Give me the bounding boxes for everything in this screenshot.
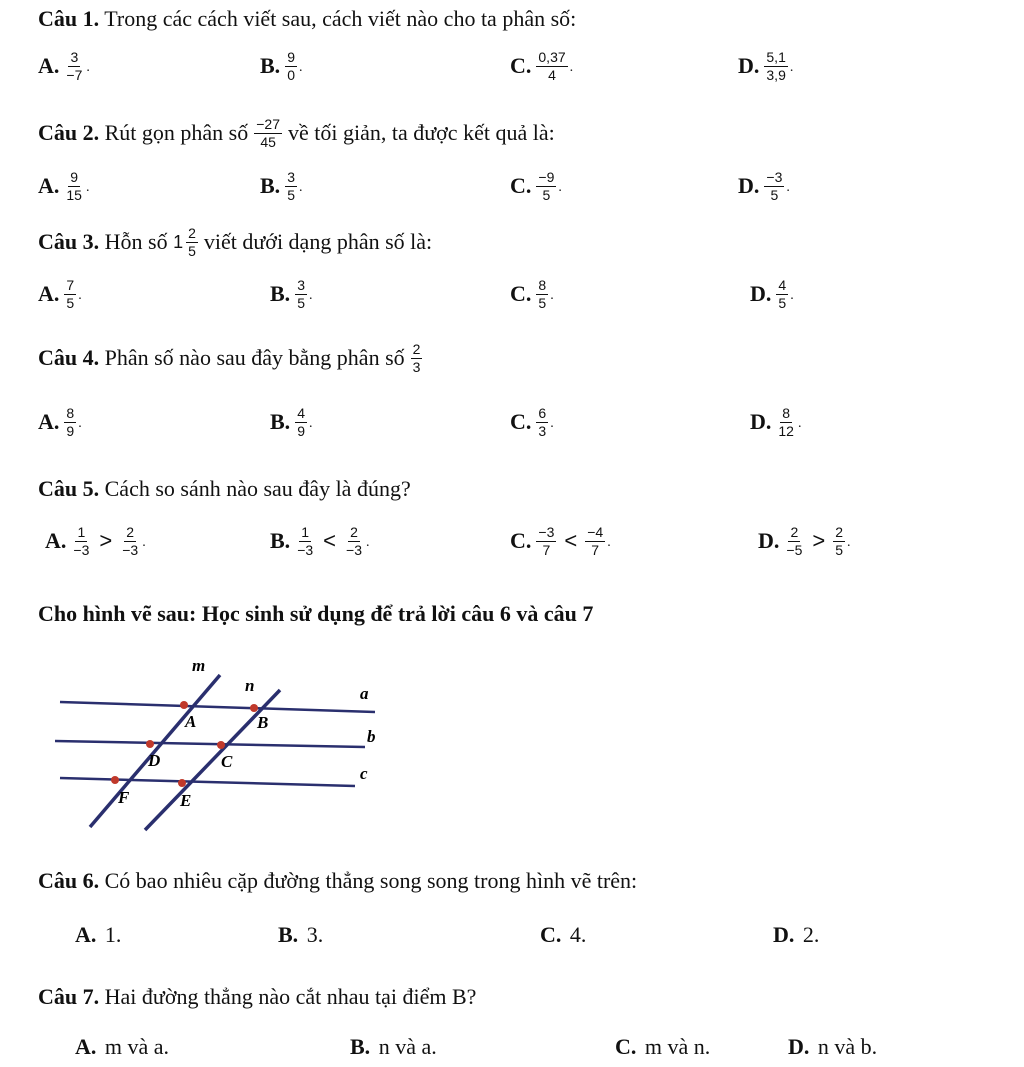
label-point-d: D xyxy=(148,751,161,770)
mixed-number-whole: 1 xyxy=(173,231,184,252)
fraction: $\frac{-4}{7}$ xyxy=(587,524,604,558)
q4-option-c[interactable]: C. $\frac{6}{3}$ . xyxy=(510,405,554,439)
option-label: C. xyxy=(615,1034,637,1059)
option-text: m và n. xyxy=(644,1034,711,1059)
q4-option-b[interactable]: B. $\frac{4}{9}$ . xyxy=(270,405,313,439)
comparison-operator: > xyxy=(99,528,113,554)
option-label: B. xyxy=(270,409,291,435)
q1-option-a[interactable]: A. $\frac{3}{-7}$ . xyxy=(38,49,90,83)
fraction: $\frac{8}{12}$ xyxy=(778,405,794,439)
q2-option-d[interactable]: D. $\frac{-3}{5}$ . xyxy=(738,169,790,203)
fraction: $\frac{7}{5}$ xyxy=(66,277,75,311)
option-label: D. xyxy=(738,53,760,79)
q6-option-a[interactable] xyxy=(75,922,121,948)
fraction: $\frac{3}{5}$ xyxy=(297,277,305,311)
q6-option-c[interactable] xyxy=(540,922,586,948)
fraction: $\frac{1}{-3}$ xyxy=(297,524,314,558)
option-text: n và b. xyxy=(817,1034,878,1059)
option-label: A. xyxy=(38,173,60,199)
question-label: Câu 7. xyxy=(38,984,100,1009)
question-3 xyxy=(38,226,432,258)
option-label: A. xyxy=(75,922,97,947)
question-text: Phân số nào sau đây bằng phân số xyxy=(104,345,405,371)
option-text: 1. xyxy=(104,922,122,947)
option-label: C. xyxy=(510,53,532,79)
point-d xyxy=(146,740,154,748)
question-text: Rút gọn phân số xyxy=(104,120,249,146)
q2-option-b[interactable]: B. $\frac{3}{5}$ . xyxy=(260,169,303,203)
option-label: B. xyxy=(350,1034,371,1059)
option-label: A. xyxy=(75,1034,97,1059)
option-text: n và a. xyxy=(378,1034,437,1059)
fraction: $\frac{5,1}{3,9}$ xyxy=(766,49,786,83)
question-text: Hỗn số xyxy=(104,229,168,255)
line-n xyxy=(145,690,280,830)
option-label: A. xyxy=(38,53,60,79)
option-label: D. xyxy=(750,409,772,435)
fraction: $\frac{9}{0}$ xyxy=(287,49,295,83)
option-text: m và a. xyxy=(104,1034,170,1059)
line-b xyxy=(55,741,365,747)
question-6 xyxy=(38,868,637,894)
q3-option-a[interactable]: A. $\frac{7}{5}$ . xyxy=(38,277,82,311)
figure-intro: Cho hình vẽ sau: Học sinh sử dụng để trả lời câu 6 và câu 7 xyxy=(38,601,594,626)
option-label: B. xyxy=(260,173,281,199)
fraction: $\frac{8}{9}$ xyxy=(66,405,75,439)
q1-option-b[interactable]: B. $\frac{9}{0}$ . xyxy=(260,49,303,83)
q3-option-d[interactable]: D. $\frac{4}{5}$ . xyxy=(750,277,794,311)
option-label: C. xyxy=(510,281,532,307)
fraction: $\frac{-3}{5}$ xyxy=(766,169,783,203)
question-5 xyxy=(38,476,411,502)
option-label: C. xyxy=(510,528,532,554)
q5-option-c[interactable]: C. $\frac{-3}{7}$ < $\frac{-4}{7}$ . xyxy=(510,524,611,558)
q5-option-d[interactable]: D. $\frac{2}{-5}$ > $\frac{2}{5}$ . xyxy=(758,524,851,558)
question-label: Câu 2. xyxy=(38,120,100,146)
point-a xyxy=(180,701,188,709)
point-f xyxy=(111,776,119,784)
fraction: $\frac{1}{-3}$ xyxy=(73,524,90,558)
label-point-e: E xyxy=(180,791,192,810)
question-text: Có bao nhiêu cặp đường thẳng song song trong hình vẽ trên: xyxy=(104,868,638,893)
q2-option-c[interactable]: C. $\frac{-9}{5}$ . xyxy=(510,169,562,203)
label-point-c: C xyxy=(221,752,233,771)
fraction: $\frac{4}{9}$ xyxy=(297,405,305,439)
option-label: A. xyxy=(38,281,60,307)
option-label: D. xyxy=(758,528,780,554)
option-label: D. xyxy=(750,281,772,307)
q4-option-a[interactable]: A. $\frac{8}{9}$ . xyxy=(38,405,82,439)
comparison-operator: < xyxy=(323,528,337,554)
question-1 xyxy=(38,6,576,32)
option-label: C. xyxy=(510,409,532,435)
fraction: $\frac{3}{5}$ xyxy=(287,169,295,203)
label-n: n xyxy=(245,676,255,695)
fraction: $\frac{2}{-3}$ xyxy=(122,524,139,558)
fraction: $\frac{8}{5}$ xyxy=(538,277,547,311)
label-c: c xyxy=(360,764,368,783)
label-b: b xyxy=(367,727,376,746)
q3-option-b[interactable]: B. $\frac{3}{5}$ . xyxy=(270,277,313,311)
question-label: Câu 3. xyxy=(38,229,100,255)
question-text: về tối giản, ta được kết quả là: xyxy=(288,120,555,146)
fraction: $\frac{6}{3}$ xyxy=(538,405,547,439)
q3-option-c[interactable]: C. $\frac{8}{5}$ . xyxy=(510,277,554,311)
question-text: viết dưới dạng phân số là: xyxy=(203,229,433,255)
q7-option-d[interactable] xyxy=(788,1034,877,1060)
option-text: 2. xyxy=(802,922,820,947)
question-2 xyxy=(38,117,555,149)
question-label: Câu 4. xyxy=(38,345,100,371)
question-label: Câu 5. xyxy=(38,476,100,501)
option-label: B. xyxy=(260,53,281,79)
option-label: A. xyxy=(45,528,67,554)
option-label: B. xyxy=(270,281,291,307)
question-text: Cách so sánh nào sau đây là đúng? xyxy=(104,476,411,501)
q6-option-d[interactable] xyxy=(773,922,819,948)
option-label: B. xyxy=(278,922,299,947)
fraction: $\frac{-27}{45}$ xyxy=(256,116,280,150)
line-a xyxy=(60,702,375,712)
q7-option-b[interactable] xyxy=(350,1034,437,1060)
point-e xyxy=(178,779,186,787)
label-point-a: A xyxy=(185,712,197,731)
q2-option-a[interactable]: A. $\frac{9}{15}$ . xyxy=(38,169,90,203)
q6-option-b[interactable] xyxy=(278,922,323,948)
comparison-operator: < xyxy=(564,528,578,554)
option-label: C. xyxy=(510,173,532,199)
label-point-f: F xyxy=(118,788,130,807)
question-label: Câu 1. xyxy=(38,6,100,31)
point-c xyxy=(217,741,225,749)
q1-option-d[interactable]: D. $\frac{5,1}{3,9}$ . xyxy=(738,49,794,83)
option-text: 4. xyxy=(569,922,587,947)
label-m: m xyxy=(192,656,206,675)
point-b xyxy=(250,704,258,712)
fraction: $\frac{9}{15}$ xyxy=(66,169,82,203)
fraction: $\frac{-3}{7}$ xyxy=(538,524,555,558)
parallel-lines-figure xyxy=(55,655,395,835)
q4-option-d[interactable]: D. $\frac{8}{12}$ . xyxy=(750,405,802,439)
option-label: B. xyxy=(270,528,291,554)
fraction: $\frac{2}{5}$ xyxy=(835,524,844,558)
option-text: 3. xyxy=(306,922,324,947)
question-text: Trong các cách viết sau, cách viết nào cho ta phân số: xyxy=(104,6,577,31)
q1-option-c[interactable]: C. $\frac{0,37}{4}$ . xyxy=(510,49,574,83)
option-label: A. xyxy=(38,409,60,435)
option-label: D. xyxy=(788,1034,810,1059)
line-c xyxy=(60,778,355,786)
question-7 xyxy=(38,984,476,1010)
fraction: $\frac{-9}{5}$ xyxy=(538,169,555,203)
q7-option-c[interactable] xyxy=(615,1034,710,1060)
fraction: $\frac{0,37}{4}$ xyxy=(538,49,566,83)
fraction: $\frac{3}{-7}$ xyxy=(66,49,83,83)
option-label: D. xyxy=(773,922,795,947)
question-label: Câu 6. xyxy=(38,868,100,893)
fraction: $\frac{2}{-5}$ xyxy=(786,524,803,558)
fraction: $\frac{4}{5}$ xyxy=(778,277,787,311)
q5-option-b[interactable]: B. $\frac{1}{-3}$ < $\frac{2}{-3}$ . xyxy=(270,524,370,558)
fraction: $\frac{2}{3}$ xyxy=(412,341,421,375)
comparison-operator: > xyxy=(812,528,826,554)
fraction: $\frac{2}{5}$ xyxy=(188,225,196,259)
fraction: $\frac{2}{-3}$ xyxy=(346,524,362,558)
label-a: a xyxy=(360,684,369,703)
question-text: Hai đường thẳng nào cắt nhau tại điểm B? xyxy=(104,984,477,1009)
question-4 xyxy=(38,342,428,374)
label-point-b: B xyxy=(257,713,269,732)
option-label: C. xyxy=(540,922,562,947)
q5-option-a[interactable]: A. $\frac{1}{-3}$ > $\frac{2}{-3}$ . xyxy=(45,524,146,558)
option-label: D. xyxy=(738,173,760,199)
q7-option-a[interactable] xyxy=(75,1034,169,1060)
